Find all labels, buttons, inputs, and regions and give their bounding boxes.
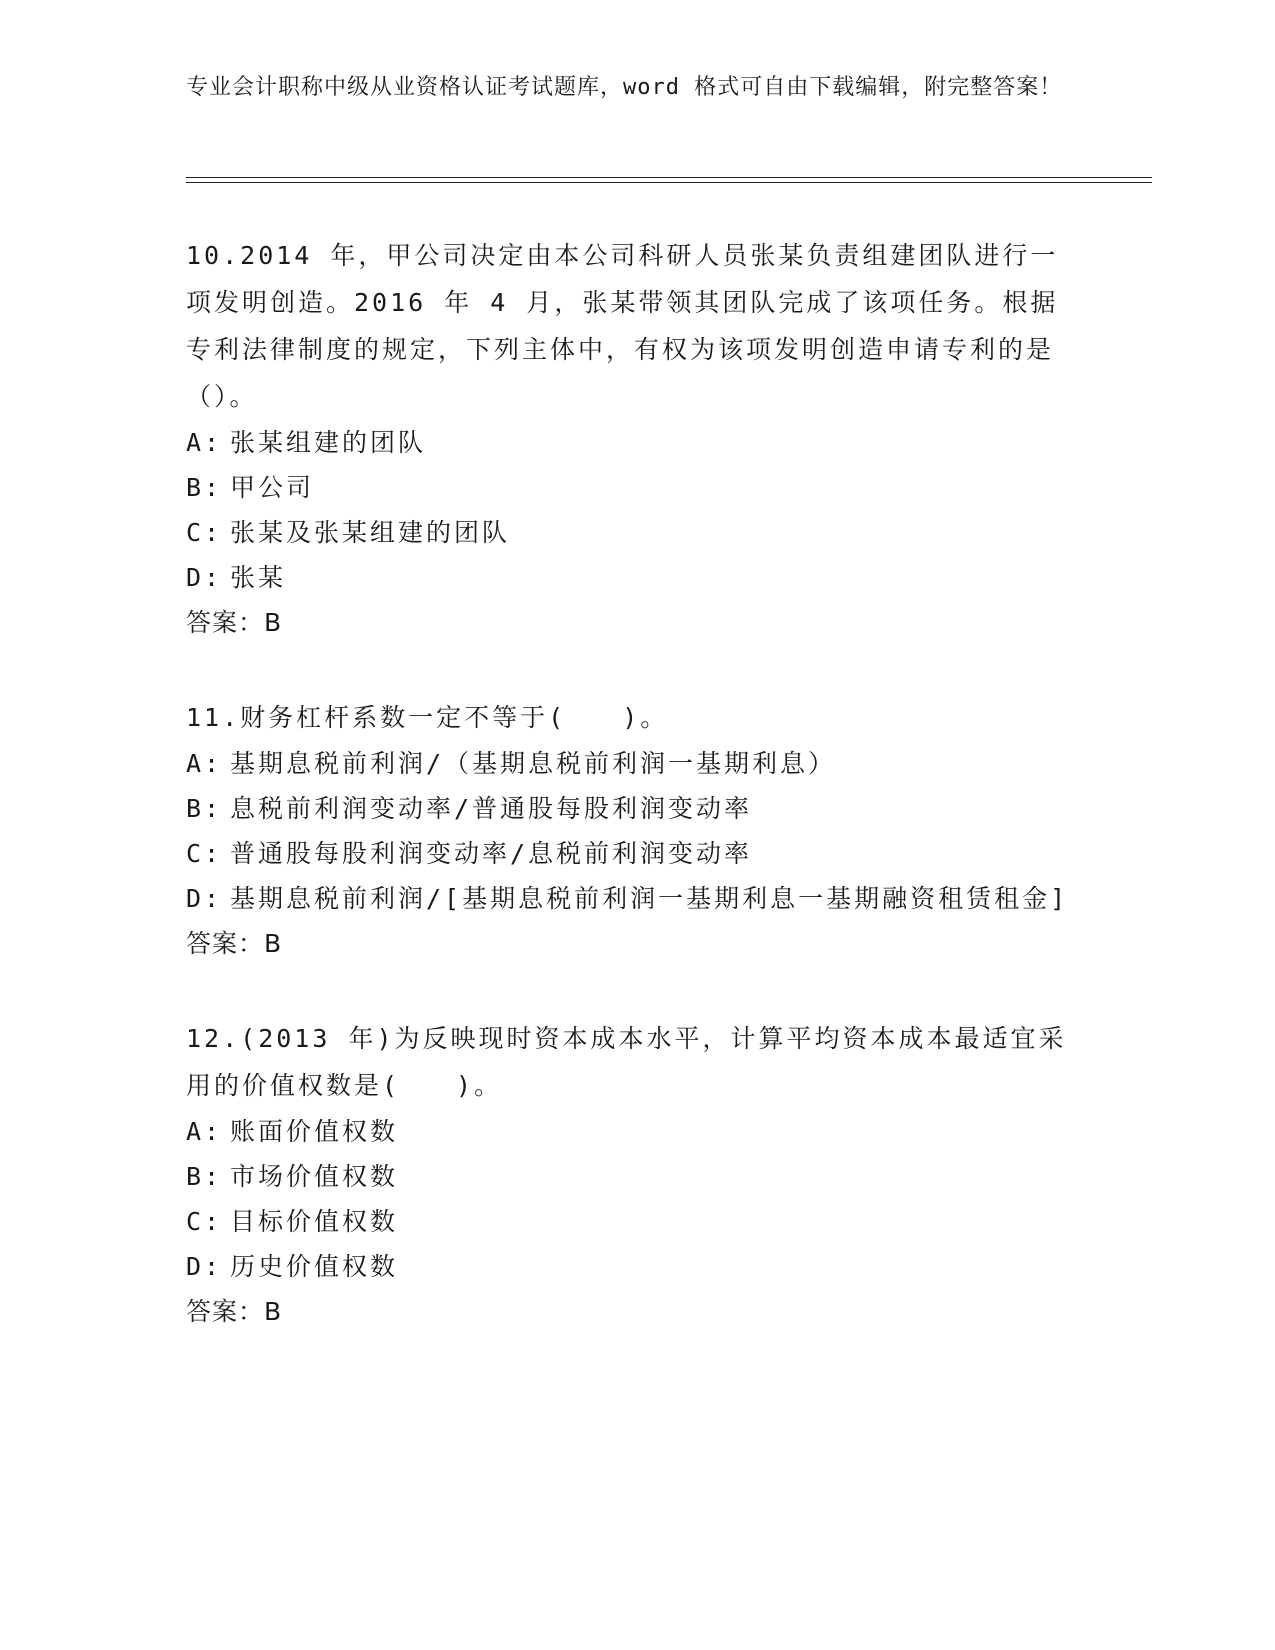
option-c [186, 831, 1086, 876]
option-text: 基期息税前利润/[基期息税前利润一基期利息一基期融资租赁租金] [230, 884, 1069, 913]
header-divider-bottom [186, 182, 1152, 183]
option-letter: C: [186, 518, 223, 547]
option-letter: A: [186, 749, 223, 778]
option-a [186, 741, 1086, 786]
answer-line: 答案：B [186, 1297, 283, 1326]
option-a [186, 420, 1086, 465]
question-10 [186, 232, 1086, 646]
option-c [186, 1199, 1086, 1244]
option-text: 张某及张某组建的团队 [230, 518, 511, 547]
header-divider-top [186, 177, 1152, 178]
option-b [186, 786, 1086, 831]
option-c [186, 510, 1086, 555]
option-text: 历史价值权数 [230, 1252, 399, 1281]
option-letter: C: [186, 1207, 223, 1236]
option-a [186, 1109, 1086, 1154]
option-d [186, 876, 1086, 921]
question-stem: 11.财务杠杆系数一定不等于( )。 [186, 703, 669, 732]
option-letter: D: [186, 563, 223, 592]
question-11 [186, 694, 1086, 967]
option-letter: D: [186, 884, 223, 913]
document-header: 专业会计职称中级从业资格认证考试题库，word 格式可自由下载编辑，附完整答案！ [186, 75, 1063, 100]
option-d [186, 1244, 1086, 1289]
option-text: 账面价值权数 [230, 1117, 399, 1146]
option-text: 市场价值权数 [230, 1162, 399, 1191]
option-letter: A: [186, 1117, 223, 1146]
option-letter: B: [186, 794, 223, 823]
option-letter: D: [186, 1252, 223, 1281]
option-letter: B: [186, 473, 223, 502]
question-list [186, 232, 1086, 1383]
option-text: 张某 [230, 563, 287, 592]
question-stem: 12.(2013 年)为反映现时资本成本水平，计算平均资本成本最适宜采用的价值权数是( )。 [186, 1024, 1067, 1100]
answer-line: 答案：B [186, 929, 283, 958]
option-text: 息税前利润变动率/普通股每股利润变动率 [230, 794, 753, 823]
option-text: 普通股每股利润变动率/息税前利润变动率 [230, 839, 753, 868]
option-letter: B: [186, 1162, 223, 1191]
question-stem: 10.2014 年，甲公司决定由本公司科研人员张某负责组建团队进行一项发明创造。2016 年 4 月，张某带领其团队完成了该项任务。根据专利法律制度的规定，下列主体中，有权为该项发明创造申请专利的是（）。 [186, 241, 1059, 411]
option-letter: A: [186, 428, 223, 457]
option-b [186, 1154, 1086, 1199]
option-text: 基期息税前利润/（基期息税前利润一基期利息） [230, 749, 837, 778]
option-text: 目标价值权数 [230, 1207, 399, 1236]
option-d [186, 555, 1086, 600]
option-text: 甲公司 [230, 473, 315, 502]
option-letter: C: [186, 839, 223, 868]
question-12 [186, 1015, 1086, 1335]
answer-line: 答案：B [186, 608, 283, 637]
option-text: 张某组建的团队 [230, 428, 427, 457]
option-b [186, 465, 1086, 510]
